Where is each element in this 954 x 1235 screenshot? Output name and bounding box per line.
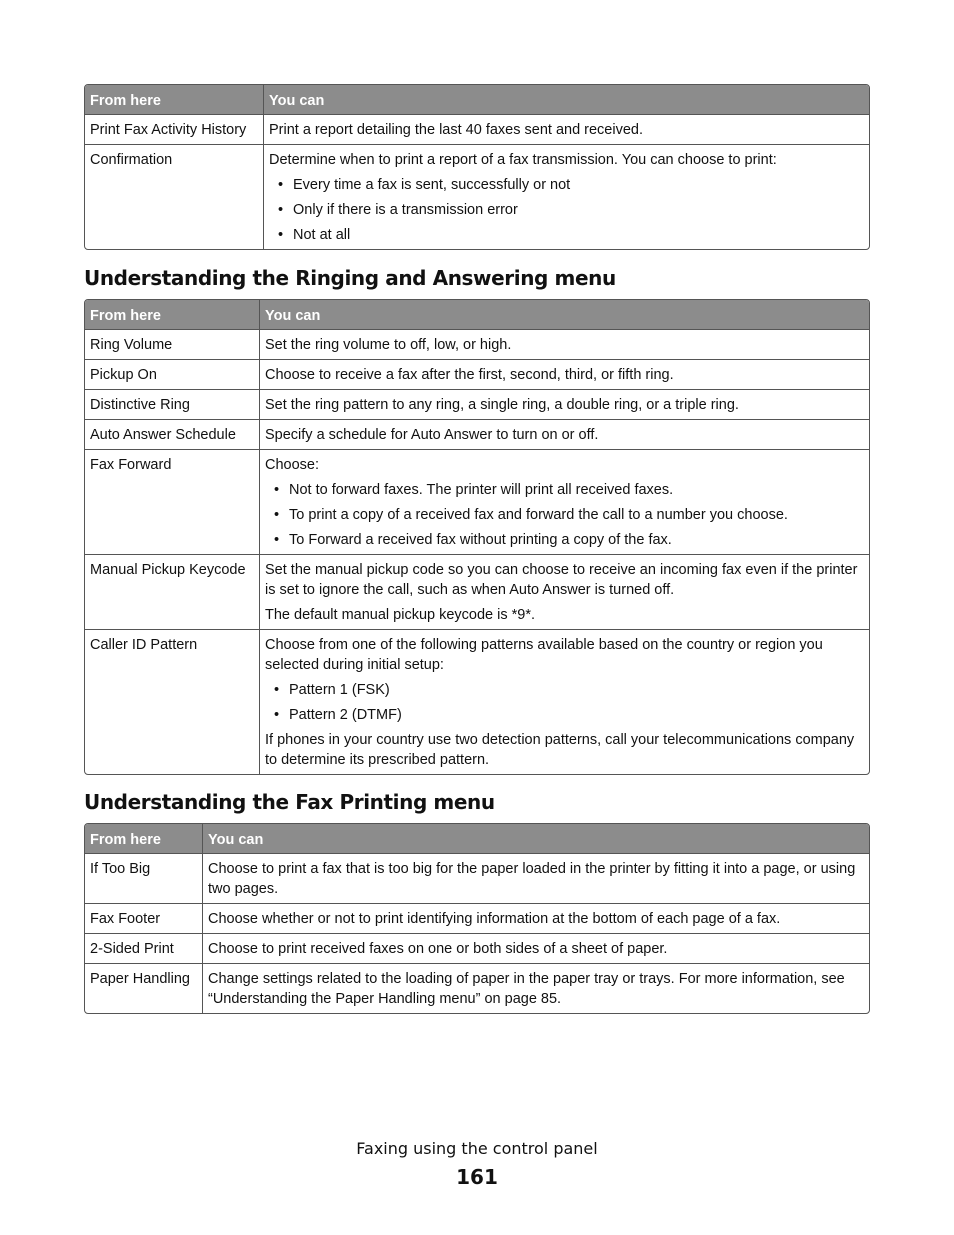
table-row <box>85 934 869 964</box>
column-header-from: From here <box>85 824 203 854</box>
bullet-icon: • <box>278 202 284 218</box>
row-label: Caller ID Pattern <box>85 630 260 774</box>
list-item: • To Forward a received fax without printing a copy of the fax. <box>274 532 672 548</box>
bullet-icon: • <box>274 707 280 723</box>
row-label: 2-Sided Print <box>85 934 203 964</box>
bullet-list <box>269 175 864 245</box>
column-header-you-can: You can <box>260 300 869 330</box>
bullet-list <box>265 680 864 725</box>
row-description: Choose to print received faxes on one or both sides of a sheet of paper. <box>203 934 869 964</box>
bullet-icon: • <box>278 227 284 243</box>
table-row <box>85 630 869 774</box>
row-description: Set the ring volume to off, low, or high. <box>260 330 869 360</box>
row-description: Choose: • Not to forward faxes. The printer will print all received faxes. • To print a copy of a received fax and forward the call to a number you choose. • To Forward a received fax without printing a copy of the fax. <box>260 450 869 555</box>
row-description: Choose from one of the following patterns available based on the country or region you selected during initial setup: • Pattern 1 (FSK) • Pattern 2 (DTMF) If phones in your country use two detection patterns, call your telecommunications company to determine its prescribed pattern. <box>260 630 869 774</box>
row-label: Fax Forward <box>85 450 260 555</box>
table-header-row <box>85 85 869 115</box>
row-description: Specify a schedule for Auto Answer to turn on or off. <box>260 420 869 450</box>
column-header-you-can: You can <box>264 85 869 115</box>
bullet-icon: • <box>278 177 284 193</box>
row-label: Manual Pickup Keycode <box>85 555 260 630</box>
row-description <box>264 145 869 249</box>
row-description <box>264 115 869 145</box>
column-header-you-can: You can <box>203 824 869 854</box>
row-label: Auto Answer Schedule <box>85 420 260 450</box>
fax-printing-table <box>84 823 870 1014</box>
table-row <box>85 904 869 934</box>
table-row <box>85 555 869 630</box>
bullet-icon: • <box>274 482 280 498</box>
bullet-icon: • <box>274 507 280 523</box>
row-label: Fax Footer <box>85 904 203 934</box>
bullet-icon: • <box>274 532 280 548</box>
table-row <box>85 330 869 360</box>
table-header-row <box>85 824 869 854</box>
row-label: Distinctive Ring <box>85 390 260 420</box>
column-header-from: From here <box>85 300 260 330</box>
list-item: • Pattern 1 (FSK) <box>274 682 390 698</box>
section-heading-ringing: Understanding the Ringing and Answering menu <box>84 266 616 290</box>
table-row <box>85 964 869 1013</box>
ringing-answering-table <box>84 299 870 775</box>
row-description: Set the manual pickup code so you can choose to receive an incoming fax even if the printer is set to ignore the call, such as when Auto Answer is turned off. The default manual pickup keycode is *9*. <box>260 555 869 630</box>
list-item: • Only if there is a transmission error <box>278 202 518 218</box>
row-description: Change settings related to the loading of paper in the paper tray or trays. For more information, see “Understanding the Paper Handling menu” on page 85. <box>208 971 845 1007</box>
row-description: Choose to print a fax that is too big for the paper loaded in the printer by fitting it into a page, or using two pages. <box>203 854 869 904</box>
table-header-row <box>85 300 869 330</box>
list-item: • To print a copy of a received fax and forward the call to a number you choose. <box>274 507 788 523</box>
list-item: • Every time a fax is sent, successfully or not <box>278 177 571 193</box>
table-row <box>85 854 869 904</box>
section-heading-fax-printing: Understanding the Fax Printing menu <box>84 790 495 814</box>
table-row <box>85 420 869 450</box>
table-row <box>85 115 869 145</box>
row-label: Confirmation <box>85 145 264 249</box>
row-label: Ring Volume <box>85 330 260 360</box>
table-row <box>85 360 869 390</box>
list-item: • Pattern 2 (DTMF) <box>274 707 402 723</box>
list-item: • Not at all <box>278 227 351 243</box>
row-label: If Too Big <box>85 854 203 904</box>
column-header-from: From here <box>85 85 264 115</box>
row-description: Set the ring pattern to any ring, a single ring, a double ring, or a triple ring. <box>260 390 869 420</box>
bullet-icon: • <box>274 682 280 698</box>
row-label: Pickup On <box>85 360 260 390</box>
bullet-list <box>265 480 864 550</box>
row-description: Choose whether or not to print identifying information at the bottom of each page of a fax. <box>203 904 869 934</box>
table-row <box>85 450 869 555</box>
table-row <box>85 145 869 249</box>
list-item: • Not to forward faxes. The printer will print all received faxes. <box>274 482 674 498</box>
row-text: Determine when to print a report of a fax transmission. You can choose to print: <box>269 152 777 168</box>
row-text: Print a report detailing the last 40 faxes sent and received. <box>269 122 643 138</box>
row-description: Choose to receive a fax after the first, second, third, or fifth ring. <box>260 360 869 390</box>
confirmation-table <box>84 84 870 250</box>
row-label: Paper Handling <box>85 964 203 1013</box>
table-row <box>85 390 869 420</box>
footer-chapter-title: Faxing using the control panel <box>356 1139 598 1158</box>
page-number: 161 <box>456 1165 498 1189</box>
row-label: Print Fax Activity History <box>85 115 264 145</box>
